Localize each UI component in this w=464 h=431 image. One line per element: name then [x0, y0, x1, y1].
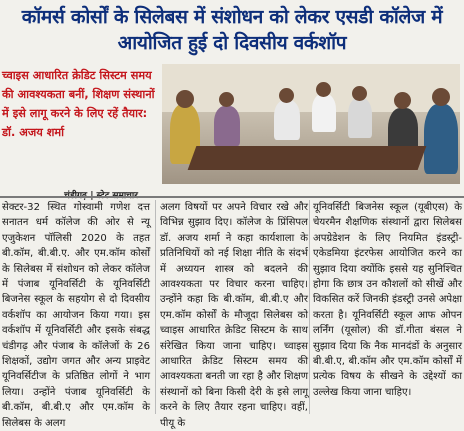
column-divider [155, 200, 156, 414]
photo-person-head [316, 82, 331, 97]
photo-person-head [176, 90, 194, 108]
photo-person-head [352, 86, 367, 101]
photo-person [214, 106, 240, 146]
photo-person-head [432, 88, 450, 106]
photo-person [312, 94, 336, 132]
article-text: सेक्टर-32 स्थित गोस्वामी गणेश दत्त सनातन धर्म कॉलेज की ओर से न्यू एजुकेशन पॉलिसी 2020 के तहत बी.कॉम, बी.बी.ए. और एम.कॉम कोर्सों के सिलेबस में संशोधन को लेकर कॉलेज में पंजाब यूनिवर्सिटी के यूनिवर्सिटी बिजनेस स्कूल के सहयोग से दो दिवसीय वर्कशॉप का आयोजन किया गया। इस वर्कशॉप में यूनिवर्सिटी और इसके संबद्ध चंडीगढ़ और पंजाब के कॉलेजों के 26 शिक्षकों, उद्योग जगत और अन्य प्राइवेट यूनिवर्सिटीज के प्रतिष्ठित लोगों ने भाग लिया। उन्होंने पंजाब यूनिवर्सिटी के बी.कॉम, बी.बी.ए और एम.कॉम के सिलेबस के अलग [2, 202, 150, 429]
subheadline: च्वाइस आधारित क्रेडिट सिस्टम समय की आवश्यकता बनीं, शिक्षण संस्थानों में इसे लागू करने के लिए रहें तैयार: डॉ. अजय शर्मा [2, 69, 155, 139]
article-text: यूनिवर्सिटी बिजनेस स्कूल (यूबीएस) के चेयरमैन शैक्षणिक संस्थानों द्वारा सिलेबस अपग्रेडेशन के लिए नियमित इंडस्ट्री-एकेडमिया इंटरफेस आयोजित करने का सुझाव दिया क्योंकि इससे यह सुनिश्चित होगा कि छात्र उन कौशलों को सीखें और विकसित करें जिनकी इंडस्ट्री उनसे अपेक्षा करता है। यूनिवर्सिटी स्कूल आफ ओपन लर्निंग (यूसोल) की डॉ.गीता बंसल ने सुझाव दिया कि नैक मानदंडों के अनुसार बी.बी.ए, बी.कॉम और एम.कॉम कोर्सों में प्रत्येक विषय के सीखने के उद्देश्यों का उल्लेख किया जाना चाहिए। [313, 202, 462, 398]
workshop-photo [162, 64, 460, 184]
photo-person-head [279, 88, 294, 103]
article-column-2 [160, 200, 308, 431]
photo-person [424, 104, 458, 174]
divider [0, 196, 464, 198]
photo-wall [162, 64, 460, 112]
article-column-1 [2, 200, 150, 431]
column-divider [309, 200, 310, 414]
photo-person [274, 100, 300, 140]
photo-table [188, 146, 427, 170]
headline: कॉमर्स कोर्सों के सिलेबस में संशोधन को लेकर एसडी कॉलेज में आयोजित हुई दो दिवसीय वर्कशॉप [21, 6, 443, 54]
article-text: अलग विषयों पर अपने विचार रखे और विभिन्न सुझाव दिए। कॉलेज के प्रिंसिपल डॉ. अजय शर्मा ने कहा कार्यशाला के प्रतिनिधियों को नई शिक्षा नीति के संदर्भ में अध्ययन शास्त्र को बदलने की आवश्यकता पर विचार करना चाहिए। उन्होंने कहा कि बी.कॉम, बी.बी.ए और एम.कॉम कोर्सों के मौजूदा सिलेबस को च्वाइस आधारित क्रेडिट सिस्टम के साथ संरेखित किया जाना चाहिए। च्वाइस आधारित क्रेडिट सिस्टम समय की आवश्यकता बनती जा रहा है और शिक्षण संस्थानों को बिना किसी देरी के इसे लागू करने के लिए तैयार रहना चाहिए। वहीं, पीयू के [160, 202, 308, 429]
photo-person-head [219, 92, 234, 107]
photo-person-head [394, 92, 411, 109]
photo-person [348, 98, 372, 138]
article-column-3 [313, 200, 462, 400]
